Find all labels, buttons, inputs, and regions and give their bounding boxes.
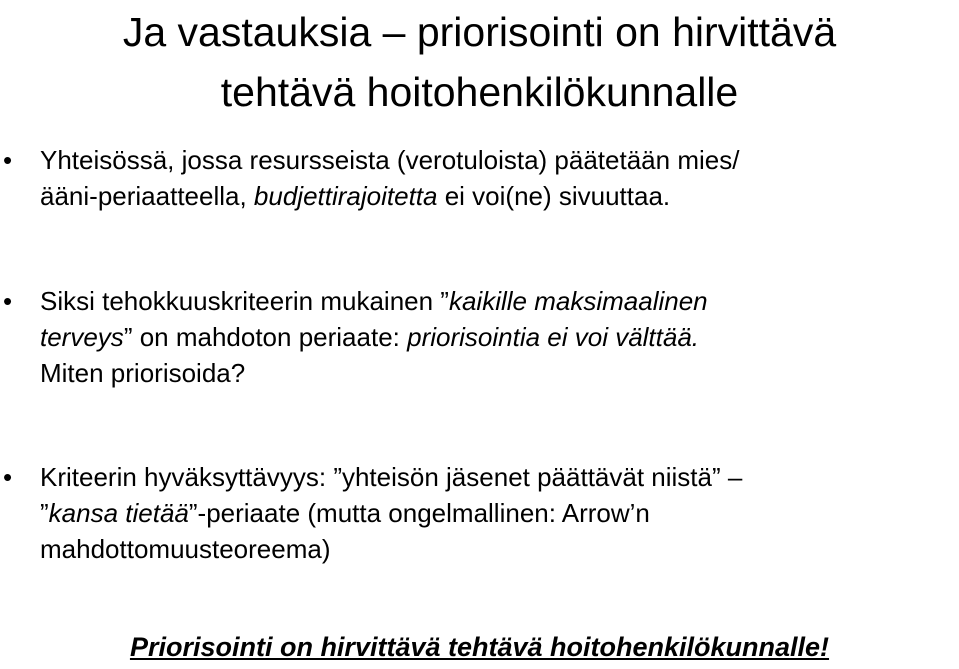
- footer-statement: Priorisointi on hirvittävä tehtävä hoitohenkilökunnalle!: [129, 632, 830, 662]
- slide-title-line-1: Ja vastauksia – priorisointi on hirvittävä: [122, 9, 837, 55]
- emphasized-text: priorisointia ei voi välttää.: [407, 322, 700, 352]
- text-run: Yhteisössä, jossa resursseista (verotuloista) päätetään mies/: [40, 145, 740, 175]
- text-run: Kriteerin hyväksyttävyys: ”yhteisön jäsenet päättävät niistä” –: [40, 462, 743, 492]
- bullet-line: [40, 142, 950, 178]
- text-run: ”: [40, 498, 49, 528]
- emphasized-text: budjettirajoitetta: [253, 181, 438, 211]
- text-run: ” on mahdoton periaate:: [123, 322, 408, 352]
- text-run: ei voi(ne) sivuuttaa.: [437, 181, 671, 211]
- emphasized-text: kaikille maksimaalinen: [448, 286, 708, 316]
- text-run: Siksi tehokkuuskriteerin mukainen ”: [40, 286, 449, 316]
- bullet-line: [40, 283, 950, 319]
- bullet-line: [40, 355, 950, 391]
- bullet-text: [40, 459, 950, 567]
- bullet-line: [40, 178, 950, 214]
- bullet-marker: •: [3, 462, 13, 492]
- bullet-marker: •: [3, 145, 13, 175]
- bullet-line: [40, 319, 950, 355]
- text-run: ”-periaate (mutta ongelmallinen: Arrow’n: [188, 498, 650, 528]
- emphasized-text: terveys: [40, 322, 124, 352]
- bullet-marker: •: [3, 286, 13, 316]
- text-run: Miten priorisoida?: [40, 358, 246, 388]
- bullet-line: [40, 531, 950, 567]
- slide-title: [0, 2, 959, 122]
- emphasized-text: kansa tietää: [48, 498, 189, 528]
- text-run: ääni-periaatteella,: [40, 181, 254, 211]
- slide-title-line-2: tehtävä hoitohenkilökunnalle: [220, 69, 739, 115]
- bullet-text: [40, 142, 950, 214]
- bullet-text: [40, 283, 950, 391]
- text-run: mahdottomuusteoreema): [40, 534, 331, 564]
- bullet-line: [40, 459, 950, 495]
- bullet-line: [40, 495, 950, 531]
